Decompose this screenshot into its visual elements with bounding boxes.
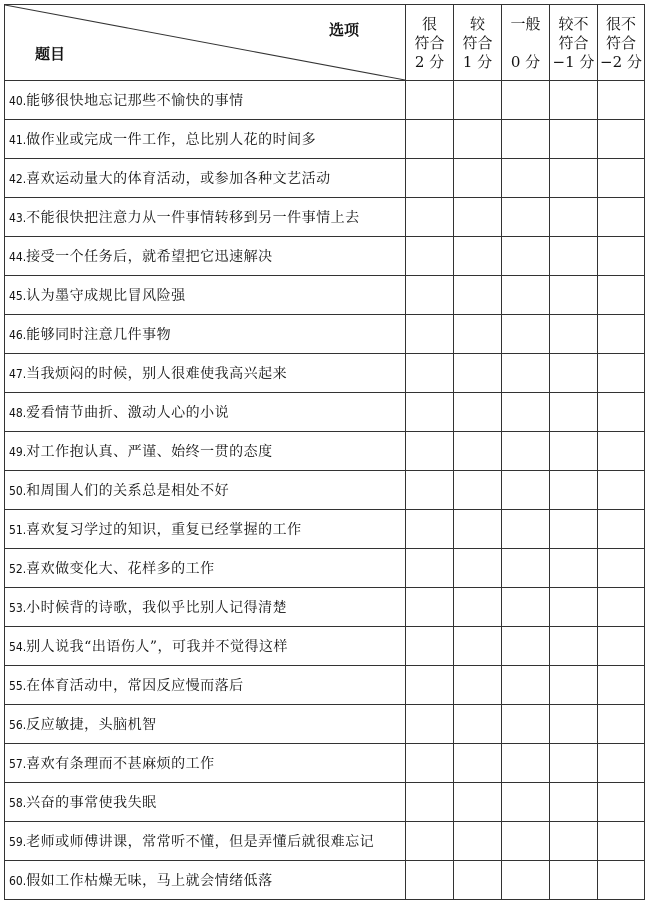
table-row [5, 198, 645, 237]
answer-cell-neutral[interactable] [502, 510, 550, 549]
item-text: 假如工作枯燥无味，马上就会情绪低落 [26, 873, 273, 889]
item-text: 能够很快地忘记那些不愉快的事情 [26, 93, 244, 109]
item-text: 老师或师傅讲课，常常听不懂，但是弄懂后就很难忘记 [26, 834, 375, 850]
answer-cell-agree[interactable] [454, 354, 502, 393]
answer-cell-very-agree[interactable] [406, 744, 454, 783]
answer-cell-agree[interactable] [454, 705, 502, 744]
answer-cell-very-disagree[interactable] [598, 237, 645, 276]
answer-cell-very-agree[interactable] [406, 159, 454, 198]
answer-cell-agree[interactable] [454, 315, 502, 354]
item-text: 反应敏捷，头脑机智 [26, 717, 157, 733]
table-row [5, 666, 645, 705]
table-row [5, 783, 645, 822]
option-header-very-agree: 很 符合 2 分 [406, 5, 454, 81]
answer-cell-very-agree[interactable] [406, 783, 454, 822]
answer-cell-disagree[interactable] [550, 627, 598, 666]
item-text-cell [5, 783, 406, 822]
table-row [5, 861, 645, 900]
answer-cell-neutral[interactable] [502, 159, 550, 198]
item-number: 44. [9, 250, 27, 264]
item-text-cell [5, 315, 406, 354]
item-number: 52. [9, 562, 27, 576]
answer-cell-agree[interactable] [454, 666, 502, 705]
item-text-cell [5, 822, 406, 861]
item-number: 58. [9, 796, 27, 810]
table-row [5, 432, 645, 471]
table-row [5, 471, 645, 510]
answer-cell-disagree[interactable] [550, 198, 598, 237]
item-text: 不能很快把注意力从一件事情转移到另一件事情上去 [26, 210, 360, 226]
answer-cell-agree[interactable] [454, 198, 502, 237]
answer-cell-neutral[interactable] [502, 393, 550, 432]
table-row [5, 159, 645, 198]
answer-cell-very-disagree[interactable] [598, 432, 645, 471]
item-text-cell [5, 237, 406, 276]
table-row [5, 705, 645, 744]
answer-cell-very-disagree[interactable] [598, 198, 645, 237]
answer-cell-disagree[interactable] [550, 354, 598, 393]
item-number: 43. [9, 211, 27, 225]
item-number: 42. [9, 172, 27, 186]
item-number: 59. [9, 835, 27, 849]
answer-cell-agree[interactable] [454, 783, 502, 822]
answer-cell-very-agree[interactable] [406, 588, 454, 627]
table-row [5, 549, 645, 588]
table-row [5, 588, 645, 627]
items-label: 题目 [35, 45, 66, 63]
answer-cell-very-agree[interactable] [406, 861, 454, 900]
item-text: 对工作抱认真、严谨、始终一贯的态度 [26, 444, 273, 460]
item-text: 和周围人们的关系总是相处不好 [26, 483, 230, 499]
answer-cell-very-agree[interactable] [406, 549, 454, 588]
table-row [5, 744, 645, 783]
item-number: 55. [9, 679, 27, 693]
table-row [5, 510, 645, 549]
item-text-cell [5, 354, 406, 393]
answer-cell-disagree[interactable] [550, 549, 598, 588]
item-text: 小时候背的诗歌，我似乎比别人记得清楚 [26, 600, 288, 616]
answer-cell-disagree[interactable] [550, 120, 598, 159]
answer-cell-very-agree[interactable] [406, 822, 454, 861]
item-text: 在体育活动中，常因反应慢而落后 [26, 678, 244, 694]
item-number: 41. [9, 133, 27, 147]
answer-cell-disagree[interactable] [550, 588, 598, 627]
item-text: 接受一个任务后，就希望把它迅速解决 [26, 249, 273, 265]
item-number: 40. [9, 94, 27, 108]
item-text-cell [5, 705, 406, 744]
answer-cell-very-disagree[interactable] [598, 471, 645, 510]
answer-cell-disagree[interactable] [550, 159, 598, 198]
answer-cell-agree[interactable] [454, 81, 502, 120]
answer-cell-neutral[interactable] [502, 783, 550, 822]
answer-cell-agree[interactable] [454, 627, 502, 666]
answer-cell-agree[interactable] [454, 393, 502, 432]
answer-cell-neutral[interactable] [502, 705, 550, 744]
answer-cell-disagree[interactable] [550, 276, 598, 315]
item-text: 能够同时注意几件事物 [26, 327, 172, 343]
answer-cell-neutral[interactable] [502, 81, 550, 120]
item-text-cell [5, 666, 406, 705]
answer-cell-neutral[interactable] [502, 120, 550, 159]
answer-cell-very-agree[interactable] [406, 81, 454, 120]
answer-cell-very-agree[interactable] [406, 354, 454, 393]
answer-cell-very-agree[interactable] [406, 432, 454, 471]
answer-cell-agree[interactable] [454, 861, 502, 900]
item-number: 54. [9, 640, 27, 654]
answer-cell-neutral[interactable] [502, 315, 550, 354]
item-number: 53. [9, 601, 27, 615]
answer-cell-very-disagree[interactable] [598, 822, 645, 861]
answer-cell-agree[interactable] [454, 432, 502, 471]
answer-cell-very-disagree[interactable] [598, 276, 645, 315]
answer-cell-disagree[interactable] [550, 432, 598, 471]
table-row [5, 393, 645, 432]
answer-cell-neutral[interactable] [502, 627, 550, 666]
answer-cell-very-disagree[interactable] [598, 588, 645, 627]
answer-cell-agree[interactable] [454, 159, 502, 198]
item-text-cell [5, 276, 406, 315]
item-number: 60. [9, 874, 27, 888]
item-text: 别人说我“出语伤人”，可我并不觉得这样 [26, 639, 288, 655]
item-text: 兴奋的事常使我失眠 [26, 795, 157, 811]
answer-cell-disagree[interactable] [550, 744, 598, 783]
answer-cell-very-agree[interactable] [406, 510, 454, 549]
answer-cell-agree[interactable] [454, 237, 502, 276]
answer-cell-very-disagree[interactable] [598, 510, 645, 549]
table-row [5, 354, 645, 393]
answer-cell-agree[interactable] [454, 549, 502, 588]
answer-cell-neutral[interactable] [502, 354, 550, 393]
answer-cell-very-disagree[interactable] [598, 861, 645, 900]
answer-cell-disagree[interactable] [550, 705, 598, 744]
answer-cell-very-disagree[interactable] [598, 549, 645, 588]
item-number: 56. [9, 718, 27, 732]
item-number: 46. [9, 328, 27, 342]
answer-cell-very-agree[interactable] [406, 627, 454, 666]
answer-cell-agree[interactable] [454, 822, 502, 861]
answer-cell-agree[interactable] [454, 588, 502, 627]
answer-cell-neutral[interactable] [502, 666, 550, 705]
item-text: 当我烦闷的时候，别人很难使我高兴起来 [26, 366, 288, 382]
answer-cell-agree[interactable] [454, 120, 502, 159]
item-text-cell [5, 120, 406, 159]
answer-cell-very-agree[interactable] [406, 237, 454, 276]
answer-cell-disagree[interactable] [550, 510, 598, 549]
item-text-cell [5, 588, 406, 627]
answer-cell-very-disagree[interactable] [598, 627, 645, 666]
options-label: 选项 [328, 21, 359, 39]
answer-cell-agree[interactable] [454, 744, 502, 783]
answer-cell-very-disagree[interactable] [598, 315, 645, 354]
option-header-neutral: 一般 0 分 [502, 5, 550, 81]
item-text-cell [5, 471, 406, 510]
item-text-cell [5, 861, 406, 900]
answer-cell-neutral[interactable] [502, 432, 550, 471]
item-text-cell [5, 510, 406, 549]
answer-cell-disagree[interactable] [550, 783, 598, 822]
table-row [5, 627, 645, 666]
answer-cell-disagree[interactable] [550, 393, 598, 432]
answer-cell-very-disagree[interactable] [598, 666, 645, 705]
answer-cell-very-agree[interactable] [406, 666, 454, 705]
item-text-cell [5, 393, 406, 432]
answer-cell-agree[interactable] [454, 510, 502, 549]
item-number: 48. [9, 406, 27, 420]
table-row [5, 822, 645, 861]
item-number: 51. [9, 523, 27, 537]
item-text-cell [5, 198, 406, 237]
item-text: 认为墨守成规比冒风险强 [26, 288, 186, 304]
item-text: 喜欢运动量大的体育活动，或参加各种文艺活动 [26, 171, 331, 187]
answer-cell-very-agree[interactable] [406, 120, 454, 159]
answer-cell-very-agree[interactable] [406, 471, 454, 510]
table-row [5, 276, 645, 315]
answer-cell-disagree[interactable] [550, 237, 598, 276]
table-row [5, 237, 645, 276]
answer-cell-disagree[interactable] [550, 81, 598, 120]
table-row [5, 81, 645, 120]
answer-cell-very-disagree[interactable] [598, 705, 645, 744]
item-text: 爱看情节曲折、激动人心的小说 [26, 405, 230, 421]
answer-cell-very-disagree[interactable] [598, 159, 645, 198]
answer-cell-very-agree[interactable] [406, 315, 454, 354]
item-number: 50. [9, 484, 27, 498]
answer-cell-disagree[interactable] [550, 666, 598, 705]
item-text: 喜欢复习学过的知识，重复已经掌握的工作 [26, 522, 302, 538]
item-text-cell [5, 81, 406, 120]
header-row [5, 5, 645, 81]
answer-cell-very-disagree[interactable] [598, 120, 645, 159]
answer-cell-neutral[interactable] [502, 549, 550, 588]
answer-cell-neutral[interactable] [502, 471, 550, 510]
item-number: 49. [9, 445, 27, 459]
questionnaire-table [4, 4, 645, 900]
answer-cell-neutral[interactable] [502, 822, 550, 861]
item-text-cell [5, 432, 406, 471]
item-text-cell [5, 159, 406, 198]
items-body [5, 81, 645, 900]
item-number: 47. [9, 367, 27, 381]
answer-cell-very-disagree[interactable] [598, 783, 645, 822]
answer-cell-disagree[interactable] [550, 315, 598, 354]
option-header-disagree: 较不 符合 −1 分 [550, 5, 598, 81]
answer-cell-agree[interactable] [454, 471, 502, 510]
answer-cell-disagree[interactable] [550, 471, 598, 510]
item-text-cell [5, 744, 406, 783]
answer-cell-neutral[interactable] [502, 276, 550, 315]
answer-cell-very-disagree[interactable] [598, 354, 645, 393]
answer-cell-neutral[interactable] [502, 237, 550, 276]
answer-cell-very-agree[interactable] [406, 198, 454, 237]
option-header-very-disagree: 很不 符合 −2 分 [598, 5, 645, 81]
item-text-cell [5, 549, 406, 588]
table-row [5, 120, 645, 159]
item-text: 喜欢做变化大、花样多的工作 [26, 561, 215, 577]
item-number: 57. [9, 757, 27, 771]
answer-cell-very-agree[interactable] [406, 705, 454, 744]
answer-cell-disagree[interactable] [550, 822, 598, 861]
answer-cell-disagree[interactable] [550, 861, 598, 900]
item-text: 喜欢有条理而不甚麻烦的工作 [26, 756, 215, 772]
answer-cell-very-disagree[interactable] [598, 744, 645, 783]
option-header-agree: 较 符合 1 分 [454, 5, 502, 81]
answer-cell-neutral[interactable] [502, 861, 550, 900]
answer-cell-neutral[interactable] [502, 744, 550, 783]
corner-header-cell [5, 5, 406, 81]
item-text-cell [5, 627, 406, 666]
answer-cell-neutral[interactable] [502, 198, 550, 237]
answer-cell-very-disagree[interactable] [598, 393, 645, 432]
answer-cell-agree[interactable] [454, 276, 502, 315]
answer-cell-very-agree[interactable] [406, 393, 454, 432]
answer-cell-neutral[interactable] [502, 588, 550, 627]
item-text: 做作业或完成一件工作，总比别人花的时间多 [26, 132, 317, 148]
table-row [5, 315, 645, 354]
item-number: 45. [9, 289, 27, 303]
answer-cell-very-disagree[interactable] [598, 81, 645, 120]
answer-cell-very-agree[interactable] [406, 276, 454, 315]
